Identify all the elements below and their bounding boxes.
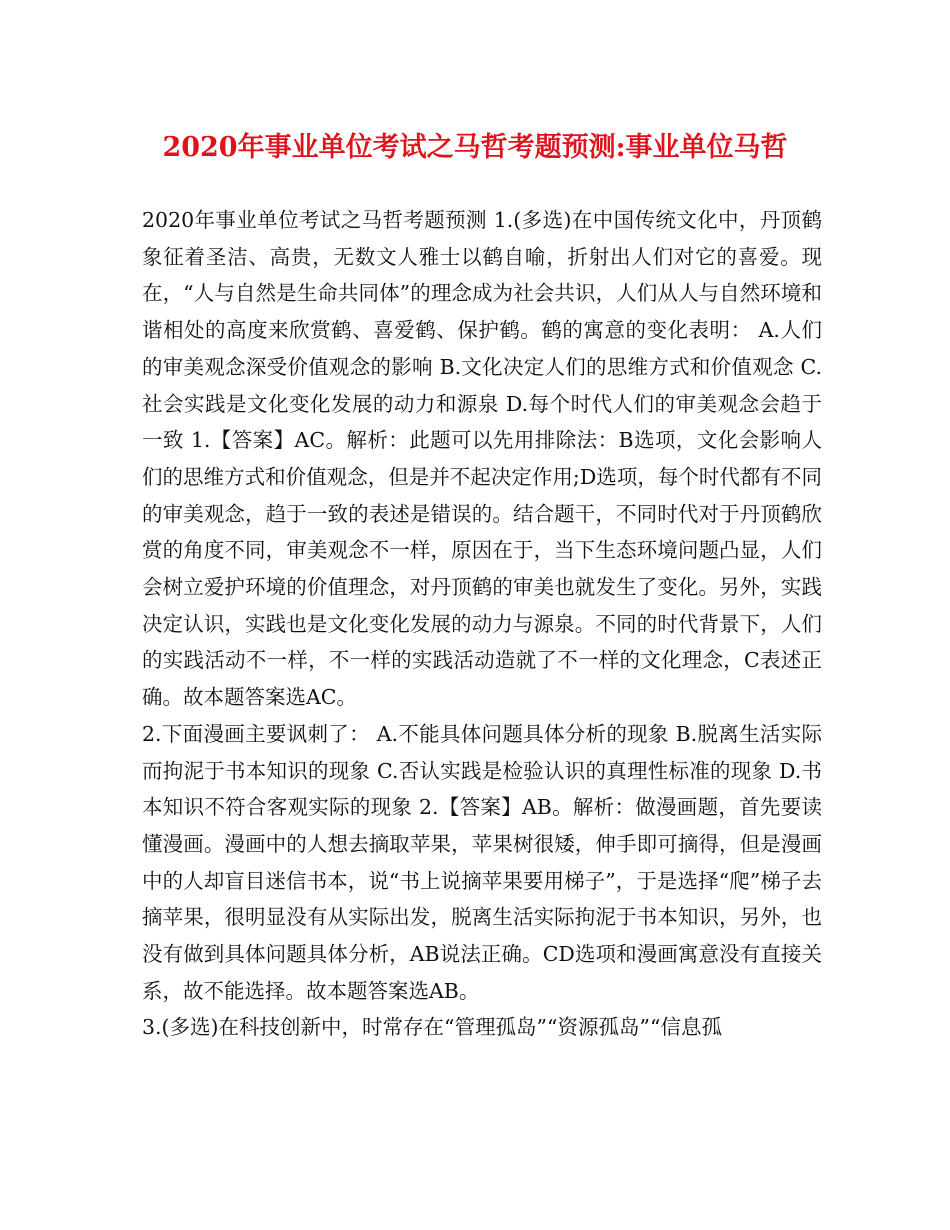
document-title: 2020年事业单位考试之马哲考题预测:事业单位马哲 <box>162 132 788 163</box>
paragraph-question-2: 2.下面漫画主要讽刺了： A.不能具体问题具体分析的现象 B.脱离生活实际而拘泥于书本知识的现象 C.否认实践是检验认识的真理性标准的现象 D.书本知识不符合客观实际的现象 2.【答案】AB。解析：做漫画题，首先要读懂漫画。漫画中的人想去摘取苹果，苹果树很矮，伸手即可摘得，但是漫画中的人却盲目迷信书本，说“书上说摘苹果要用梯子”，于是选择“爬”梯子去摘苹果，很明显没有从实际出发，脱离生活实际拘泥于书本知识，另外，也没有做到具体问题具体分析，AB说法正确。CD选项和漫画寓意没有直接关系，故不能选择。故本题答案选AB。 <box>142 721 822 1003</box>
paragraph-question-1: 2020年事业单位考试之马哲考题预测 1.(多选)在中国传统文化中，丹顶鹤象征着圣洁、高贵，无数文人雅士以鹤自喻，折射出人们对它的喜爱。现在，“人与自然是生命共同体”的理念成为社会共识，人们从人与自然环境和谐相处的高度来欣赏鹤、喜爱鹤、保护鹤。鹤的寓意的变化表明： A.人们的审美观念深受价值观念的影响 B.文化决定人们的思维方式和价值观念 C.社会实践是文化变化发展的动力和源泉 D.每个时代人们的审美观念会趋于一致 1.【答案】AC。解析：此题可以先用排除法：B选项，文化会影响人们的思维方式和价值观念，但是并不起决定作用;D选项，每个时代都有不同的审美观念，趋于一致的表述是错误的。结合题干，不同时代对于丹顶鹤欣赏的角度不同，审美观念不一样，原因在于，当下生态环境问题凸显，人们会树立爱护环境的价值理念，对丹顶鹤的审美也就发生了变化。另外，实践决定认识，实践也是文化变化发展的动力与源泉。不同的时代背景下，人们的实践活动不一样，不一样的实践活动造就了不一样的文化理念，C表述正确。故本题答案选AC。 <box>142 208 822 710</box>
paragraph-question-3: 3.(多选)在科技创新中，时常存在“管理孤岛”“资源孤岛”“信息孤 <box>142 1015 722 1040</box>
document-body <box>142 202 822 1046</box>
